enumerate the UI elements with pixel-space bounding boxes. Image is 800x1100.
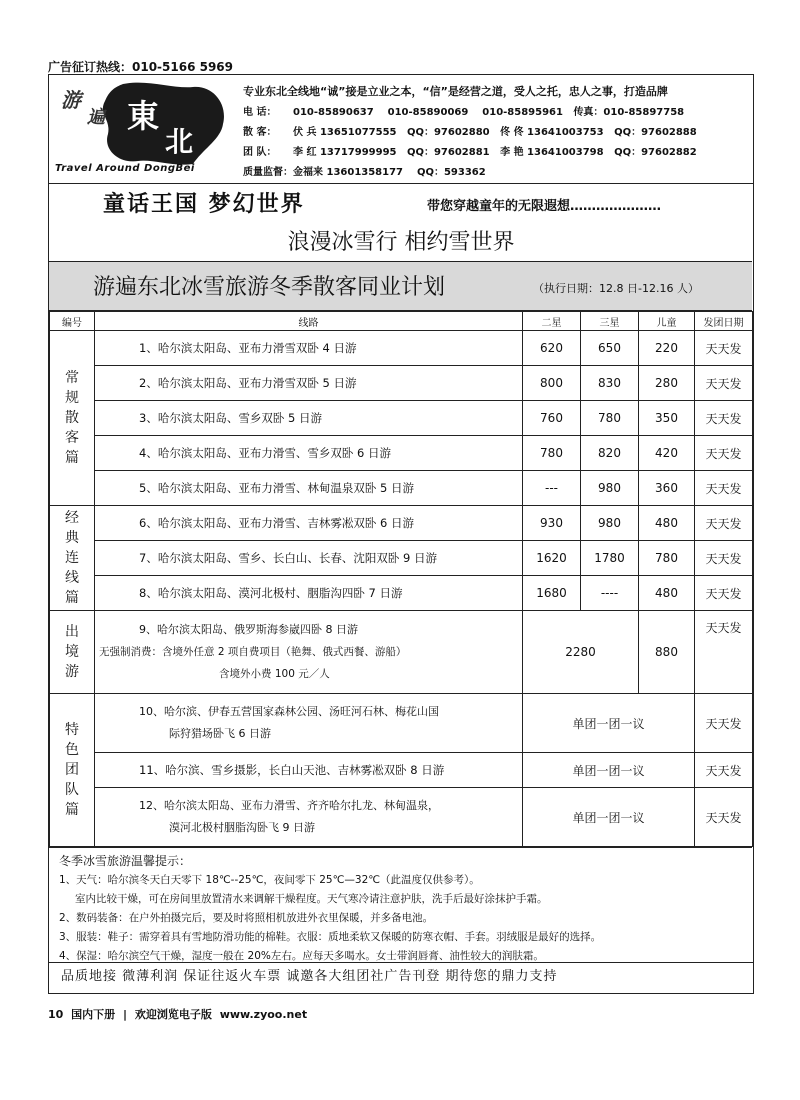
plan-title-bar [49,262,752,311]
table-row: 8、哈尔滨太阳岛、漠河北极村、胭脂沟四卧 7 日游 1680 ---- 480 天天发 [50,576,753,611]
company-motto: 专业东北全线地“诚”接是立业之本，“信”是经营之道，受人之托，忠人之事，打造品牌 [243,85,668,98]
tour-plan [49,261,752,966]
tip-digital: 2、数码装备：在户外拍摄完后，要及时将照相机放进外衣里保暖，并多备电池。 [59,912,434,924]
category-classic: 经典连线篇 [50,506,95,611]
tip-weather-2: 室内比较干燥，可在房间里放置清水来调解干燥程度。天气寒冷请注意护肤，洗手后最好涂抹护手霜。 [75,893,548,905]
table-row: 出境游 9、哈尔滨太阳岛、俄罗斯海参崴四卧 8 日游 无强制消费：含境外任意 2 项自费项目（艳舞、俄式西餐、游船） 含境外小费 100 元／人 2280 880 天天发 [50,611,753,694]
slogan-fairytale: 童话王国 梦幻世界 [103,191,305,217]
tip-moisture: 4、保湿：哈尔滨空气干燥，湿度一般在 20%左右。应每天多喝水。女士带润唇膏、油性较大的润肤霜。 [59,950,544,962]
page-footer: 10 国内下册 | 欢迎浏览电子版 www.zyoo.net [48,1008,308,1021]
logo-english: Travel Around DongBei [55,163,195,174]
plan-dates: （执行日期：12.8 日-12.16 人） [533,282,699,295]
svg-text:北: 北 [165,125,194,158]
table-row: 4、哈尔滨太阳岛、亚布力滑雪、雪乡双卧 6 日游 780 820 420 天天发 [50,436,753,471]
col-route: 线路 [95,312,523,331]
category-special: 特色团队篇 [50,694,95,847]
quality-line: 质量监督：金福来 13601358177 QQ：593362 [243,167,486,178]
footer-site[interactable]: www.zyoo.net [219,1008,308,1021]
table-header [50,312,753,331]
col-no: 编号 [50,312,95,331]
footer-text: 欢迎浏览电子版 [134,1008,212,1021]
table-row: 5、哈尔滨太阳岛、亚布力滑雪、林甸温泉双卧 5 日游 --- 980 360 天天发 [50,471,753,506]
table-row: 7、哈尔滨太阳岛、雪乡、长白山、长春、沈阳双卧 9 日游 1620 1780 780 天天发 [50,541,753,576]
col-3star: 三星 [581,312,639,331]
table-row: 12、哈尔滨太阳岛、亚布力滑雪、齐齐哈尔扎龙、林甸温泉， 漠河北极村胭脂沟卧飞 9 日游 单团一团一议 天天发 [50,788,753,847]
page-number: 10 [48,1008,64,1021]
phone-line: 电 话： 010-85890637 010-85890069 010-85895961 传真：010-85897758 [243,103,684,118]
plan-title: 游遍东北冰雪旅游冬季散客同业计划 [93,275,446,300]
tip-clothing: 3、服装：鞋子：需穿着具有雪地防滑功能的棉鞋。衣服：质地柔软又保暖的防寒衣帽、手套。羽绒服是最好的选择。 [59,931,602,943]
ad-hotline: 广告征订热线：010-5166 5969 [48,60,234,74]
bottom-slogan-bar: 品质地接 微薄利润 保证往返火车票 诚邀各大组团社广告刊登 期待您的鼎力支持 [49,962,753,993]
svg-text:東: 東 [127,97,160,135]
svg-text:遍: 遍 [87,107,105,128]
tuandui-line: 团 队： 李 红 13717999995 QQ：97602881 李 艳 13641003798 QQ：97602882 [243,147,697,158]
slogan-snow: 浪漫冰雪行 相约雪世界 [287,230,515,255]
table-row: 2、哈尔滨太阳岛、亚布力滑雪双卧 5 日游 800 830 280 天天发 [50,366,753,401]
table-row: 11、哈尔滨、雪乡摄影，长白山天池、吉林雾凇双卧 8 日游 单团一团一议 天天发 [50,753,753,788]
header-divider [49,183,753,184]
category-regular: 常规散客篇 [50,331,95,506]
table-row: 3、哈尔滨太阳岛、雪乡双卧 5 日游 760 780 350 天天发 [50,401,753,436]
table-row: 经典连线篇 6、哈尔滨太阳岛、亚布力滑雪、吉林雾凇双卧 6 日游 930 980 480 天天发 [50,506,753,541]
category-outbound: 出境游 [50,611,95,694]
ad-frame [48,74,754,994]
winter-tips [49,847,752,966]
table-row: 常规散客篇 1、哈尔滨太阳岛、亚布力滑雪双卧 4 日游 620 650 220 天天发 [50,331,753,366]
col-child: 儿童 [639,312,695,331]
footer-section: 国内下册 [71,1008,116,1021]
svg-text:游: 游 [61,88,81,112]
sanke-line: 散 客： 伏 兵 13651077555 QQ：97602880 佟 佟 13641003753 QQ：97602888 [243,127,697,138]
tip-weather: 1、天气：哈尔滨冬天白天零下 18℃--25℃，夜间零下 25℃—32℃（此温度仅供参考）。 [59,874,480,886]
col-departure: 发团日期 [695,312,753,331]
phone-label: 电 话： [243,107,277,118]
routes-table [49,311,753,847]
tips-title: 冬季冰雪旅游温馨提示： [59,854,192,868]
table-row: 特色团队篇 10、哈尔滨、伊春五营国家森林公园、汤旺河石林、梅花山国 际狩猎场卧飞 6 日游 单团一团一议 天天发 [50,694,753,753]
slogan-childhood: 带您穿越童年的无限遐想………………… [427,199,662,214]
col-2star: 二星 [523,312,581,331]
